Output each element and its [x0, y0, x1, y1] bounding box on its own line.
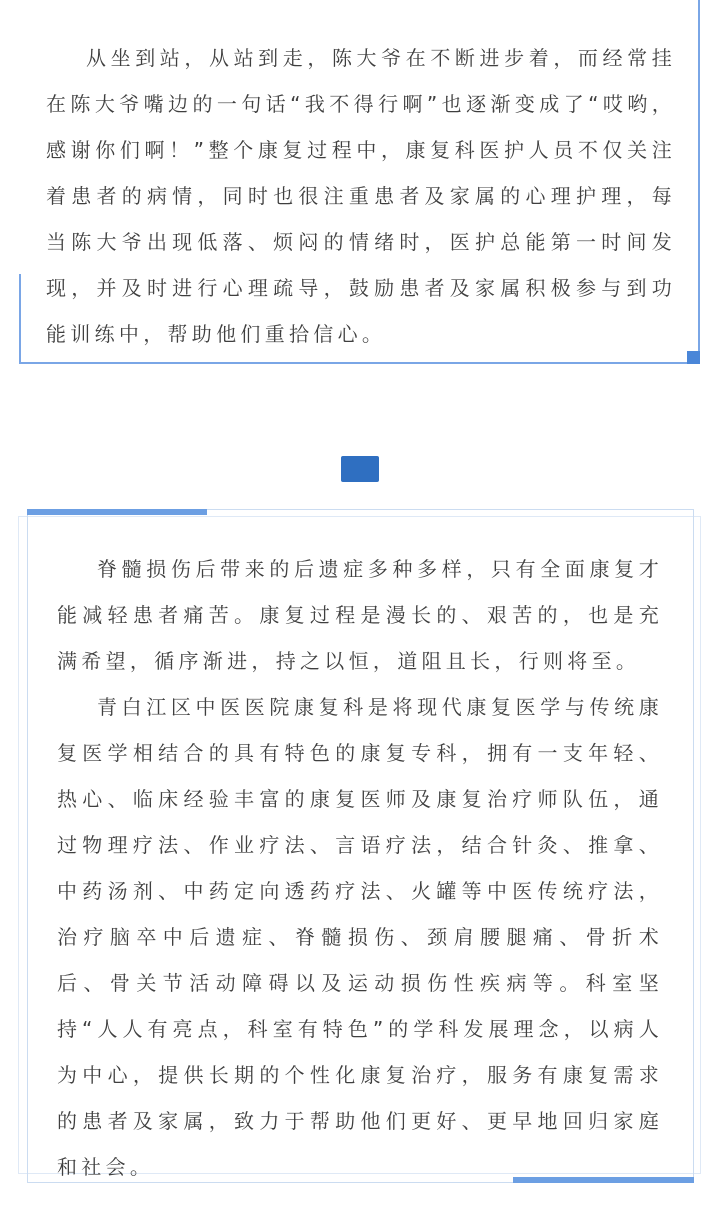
card-corner-accent	[687, 351, 700, 364]
section-divider-marker	[341, 456, 379, 482]
recovery-story-paragraph: 从坐到站，从站到走，陈大爷在不断进步着，而经常挂在陈大爷嘴边的一句话“我不得行啊”也逐渐变成了“哎哟，感谢你们啊！”整个康复过程中，康复科医护人员不仅关注着患者的病情，同时也很注重患者及家属的心理护理，每当陈大爷出现低落、烦闷的情绪时，医护总能第一时间发现，并及时进行心理疏导，鼓励患者及家属积极参与到功能训练中，帮助他们重拾信心。	[46, 46, 676, 346]
rehab-summary-paragraph: 脊髓损伤后带来的后遗症多种多样，只有全面康复才能减轻患者痛苦。康复过程是漫长的、艰苦的，也是充满希望，循序渐进，持之以恒，道阻且长，行则将至。	[57, 557, 663, 673]
department-intro-paragraph: 青白江区中医医院康复科是将现代康复医学与传统康复医学相结合的具有特色的康复专科，拥有一支年轻、热心、临床经验丰富的康复医师及康复治疗师队伍，通过物理疗法、作业疗法、言语疗法，结合针灸、推拿、中药汤剂、中药定向透药疗法、火罐等中医传统疗法，治疗脑卒中后遗症、脊髓损伤、颈肩腰腿痛、骨折术后、骨关节活动障碍以及运动损伤性疾病等。科室坚持“人人有亮点，科室有特色”的学科发展理念，以病人为中心，提供长期的个性化康复治疗，服务有康复需求的患者及家属，致力于帮助他们更好、更早地回归家庭和社会。	[57, 695, 663, 1179]
card-left-accent-line	[19, 274, 21, 364]
card-top-accent-bar	[27, 509, 207, 515]
